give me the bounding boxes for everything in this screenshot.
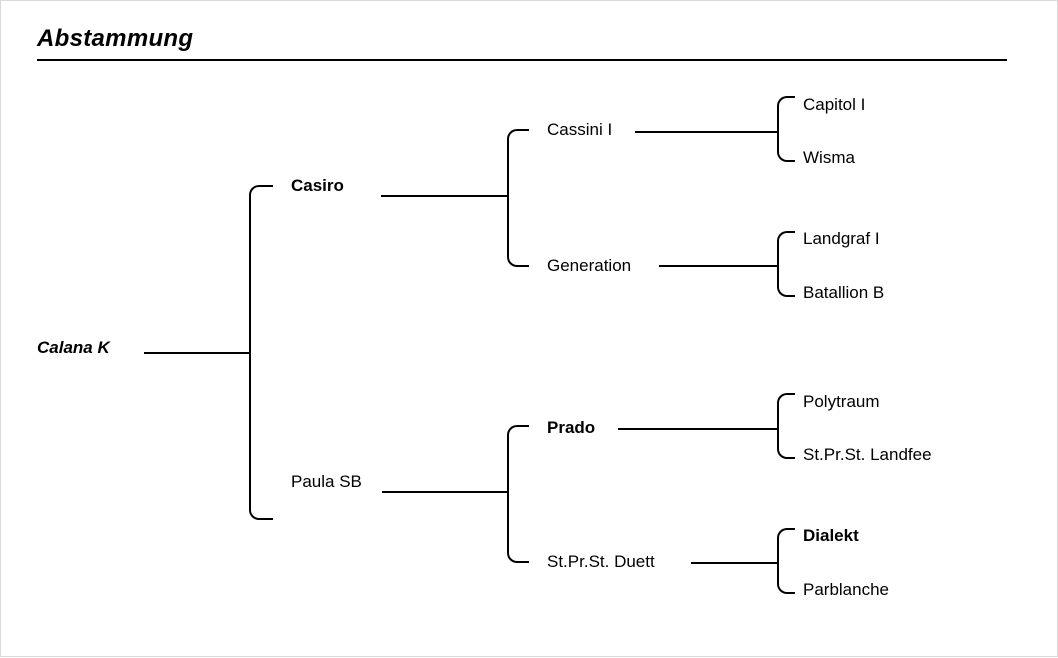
pedigree-node-g2-1: Cassini I	[547, 120, 613, 139]
connector-brace-g2-1	[777, 96, 795, 162]
connector-stem-dam	[382, 491, 507, 493]
connector-stem-g2-4	[691, 562, 777, 564]
pedigree-node-g3-7: Dialekt	[803, 526, 859, 545]
pedigree-node-g2-2: Generation	[547, 256, 632, 275]
connector-stem-g2-2	[659, 265, 777, 267]
pedigree-node-g2-4: St.Pr.St. Duett	[547, 552, 655, 571]
connector-brace-sire	[507, 129, 529, 267]
pedigree-tree	[1, 1, 1058, 658]
connector-stem-g2-3	[618, 428, 777, 430]
pedigree-node-dam: Paula SB	[291, 472, 362, 491]
pedigree-node-g3-8: Parblanche	[803, 580, 890, 599]
connector-brace-dam	[507, 425, 529, 563]
page-title: Abstammung	[37, 25, 194, 52]
connector-brace-g2-4	[777, 528, 795, 594]
connector-brace-g2-2	[777, 231, 795, 297]
pedigree-node-sire: Casiro	[291, 176, 344, 195]
connector-stem-g2-1	[635, 131, 777, 133]
pedigree-node-g3-4: Batallion B	[803, 283, 885, 302]
pedigree-node-g3-3: Landgraf I	[803, 229, 880, 248]
pedigree-node-g3-5: Polytraum	[803, 392, 880, 411]
connector-brace-root	[249, 185, 273, 520]
connector-stem-root	[144, 352, 249, 354]
connector-stem-sire	[381, 195, 507, 197]
pedigree-node-g3-2: Wisma	[803, 148, 855, 167]
connector-brace-g2-3	[777, 393, 795, 459]
pedigree-node-g3-1: Capitol I	[803, 95, 866, 114]
pedigree-node-g3-6: St.Pr.St. Landfee	[803, 445, 932, 464]
pedigree-node-root: Calana K	[37, 338, 110, 357]
pedigree-node-g2-3: Prado	[547, 418, 596, 437]
